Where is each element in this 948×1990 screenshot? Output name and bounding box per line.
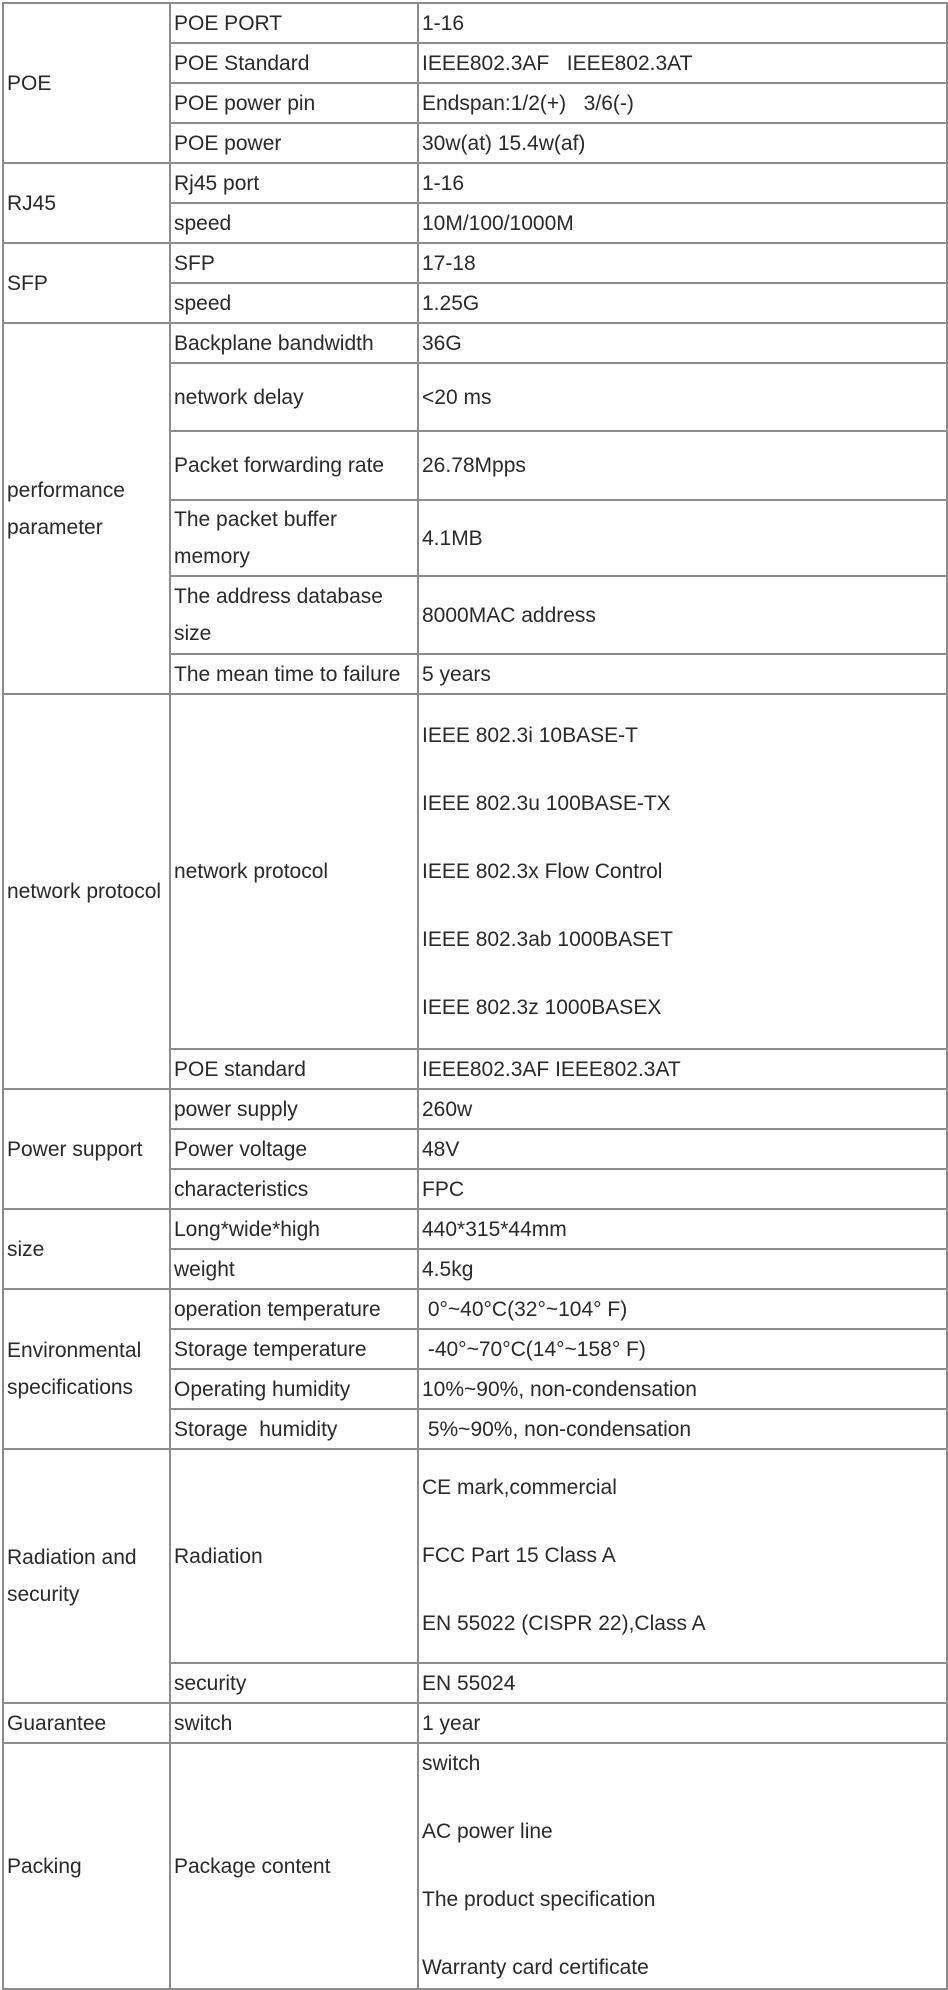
category-cell: Guarantee xyxy=(3,1703,170,1743)
value-line: EN 55022 (CISPR 22),Class A xyxy=(422,1612,706,1635)
value-cell: 5%~90%, non-condensation xyxy=(418,1409,947,1449)
category-cell: Radiation and security xyxy=(3,1449,170,1703)
table-row xyxy=(3,694,947,1049)
value-line: FCC Part 15 Class A xyxy=(422,1544,616,1567)
table-row xyxy=(3,3,947,43)
param-cell: Operating humidity xyxy=(170,1369,418,1409)
value-line: IEEE 802.3ab 1000BASET xyxy=(422,927,674,951)
param-cell: Long*wide*high xyxy=(170,1209,418,1249)
param-cell: security xyxy=(170,1663,418,1703)
table-row xyxy=(3,1289,947,1329)
value-cell: 260w xyxy=(418,1089,947,1129)
value-line: IEEE 802.3x Flow Control xyxy=(422,859,663,883)
table-row xyxy=(3,163,947,203)
value-cell: IEEE802.3AF IEEE802.3AT xyxy=(418,43,947,83)
table-row xyxy=(3,243,947,283)
line-gap xyxy=(422,957,944,991)
value-cell: -40°~70°C(14°~158° F) xyxy=(418,1329,947,1369)
param-cell: The packet buffer memory xyxy=(170,500,418,576)
param-cell: Radiation xyxy=(170,1449,418,1663)
param-cell: characteristics xyxy=(170,1169,418,1209)
value-line: CE mark,commercial xyxy=(422,1476,617,1499)
category-cell: RJ45 xyxy=(3,163,170,243)
param-cell: SFP xyxy=(170,243,418,283)
param-cell: speed xyxy=(170,283,418,323)
param-cell: POE PORT xyxy=(170,3,418,43)
value-cell: IEEE802.3AF IEEE802.3AT xyxy=(418,1049,947,1089)
value-cell: FPC xyxy=(418,1169,947,1209)
param-cell: network protocol xyxy=(170,694,418,1049)
value-cell xyxy=(418,1449,947,1663)
param-cell: Packet forwarding rate xyxy=(170,431,418,500)
value-cell: 1.25G xyxy=(418,283,947,323)
value-line: The product specification xyxy=(422,1888,656,1911)
value-line: AC power line xyxy=(422,1820,553,1843)
category-cell: size xyxy=(3,1209,170,1289)
param-cell: Power voltage xyxy=(170,1129,418,1169)
value-cell: 1-16 xyxy=(418,3,947,43)
value-cell xyxy=(418,694,947,1049)
table-row xyxy=(3,1209,947,1249)
value-cell: 36G xyxy=(418,323,947,363)
category-cell: POE xyxy=(3,3,170,163)
table-row xyxy=(3,1449,947,1663)
param-cell: Storage humidity xyxy=(170,1409,418,1449)
value-cell: <20 ms xyxy=(418,363,947,431)
param-cell: POE power pin xyxy=(170,83,418,123)
line-gap xyxy=(422,1573,944,1607)
value-cell: 4.5kg xyxy=(418,1249,947,1289)
value-cell: 26.78Mpps xyxy=(418,431,947,500)
value-cell: 10%~90%, non-condensation xyxy=(418,1369,947,1409)
table-row xyxy=(3,323,947,363)
table-row xyxy=(3,1743,947,1989)
value-line: IEEE 802.3z 1000BASEX xyxy=(422,995,662,1019)
category-cell: Power support xyxy=(3,1089,170,1209)
value-line: IEEE 802.3u 100BASE-TX xyxy=(422,791,671,815)
value-cell: EN 55024 xyxy=(418,1663,947,1703)
value-cell: 17-18 xyxy=(418,243,947,283)
param-cell: network delay xyxy=(170,363,418,431)
param-cell: speed xyxy=(170,203,418,243)
param-cell: Storage temperature xyxy=(170,1329,418,1369)
line-gap xyxy=(422,1849,944,1883)
value-cell: 8000MAC address xyxy=(418,576,947,654)
spec-table xyxy=(2,2,948,1990)
line-gap xyxy=(422,1505,944,1539)
category-cell: network protocol xyxy=(3,694,170,1089)
line-gap xyxy=(422,1917,944,1951)
value-line: switch xyxy=(422,1752,481,1775)
param-cell: power supply xyxy=(170,1089,418,1129)
param-cell: POE standard xyxy=(170,1049,418,1089)
category-cell: performance parameter xyxy=(3,323,170,694)
line-gap xyxy=(422,1781,944,1815)
category-cell: Environmental specifications xyxy=(3,1289,170,1449)
value-cell: Endspan:1/2(+) 3/6(-) xyxy=(418,83,947,123)
param-cell: Rj45 port xyxy=(170,163,418,203)
value-cell: 30w(at) 15.4w(af) xyxy=(418,123,947,163)
value-cell: 0°~40°C(32°~104° F) xyxy=(418,1289,947,1329)
value-line: IEEE 802.3i 10BASE-T xyxy=(422,723,638,747)
category-cell: Packing xyxy=(3,1743,170,1989)
param-cell: POE Standard xyxy=(170,43,418,83)
value-cell: 1 year xyxy=(418,1703,947,1743)
value-cell: 4.1MB xyxy=(418,500,947,576)
category-cell: SFP xyxy=(3,243,170,323)
table-row xyxy=(3,1703,947,1743)
value-cell: 5 years xyxy=(418,654,947,694)
value-line: Warranty card certificate xyxy=(422,1956,649,1979)
param-cell: Package content xyxy=(170,1743,418,1989)
param-cell: switch xyxy=(170,1703,418,1743)
param-cell: The address database size xyxy=(170,576,418,654)
param-cell: operation temperature xyxy=(170,1289,418,1329)
param-cell: The mean time to failure xyxy=(170,654,418,694)
value-cell: 48V xyxy=(418,1129,947,1169)
value-cell: 1-16 xyxy=(418,163,947,203)
value-cell xyxy=(418,1743,947,1989)
param-cell: POE power xyxy=(170,123,418,163)
line-gap xyxy=(422,821,944,855)
value-cell: 10M/100/1000M xyxy=(418,203,947,243)
line-gap xyxy=(422,889,944,923)
table-row xyxy=(3,1089,947,1129)
param-cell: Backplane bandwidth xyxy=(170,323,418,363)
value-cell: 440*315*44mm xyxy=(418,1209,947,1249)
param-cell: weight xyxy=(170,1249,418,1289)
line-gap xyxy=(422,753,944,787)
